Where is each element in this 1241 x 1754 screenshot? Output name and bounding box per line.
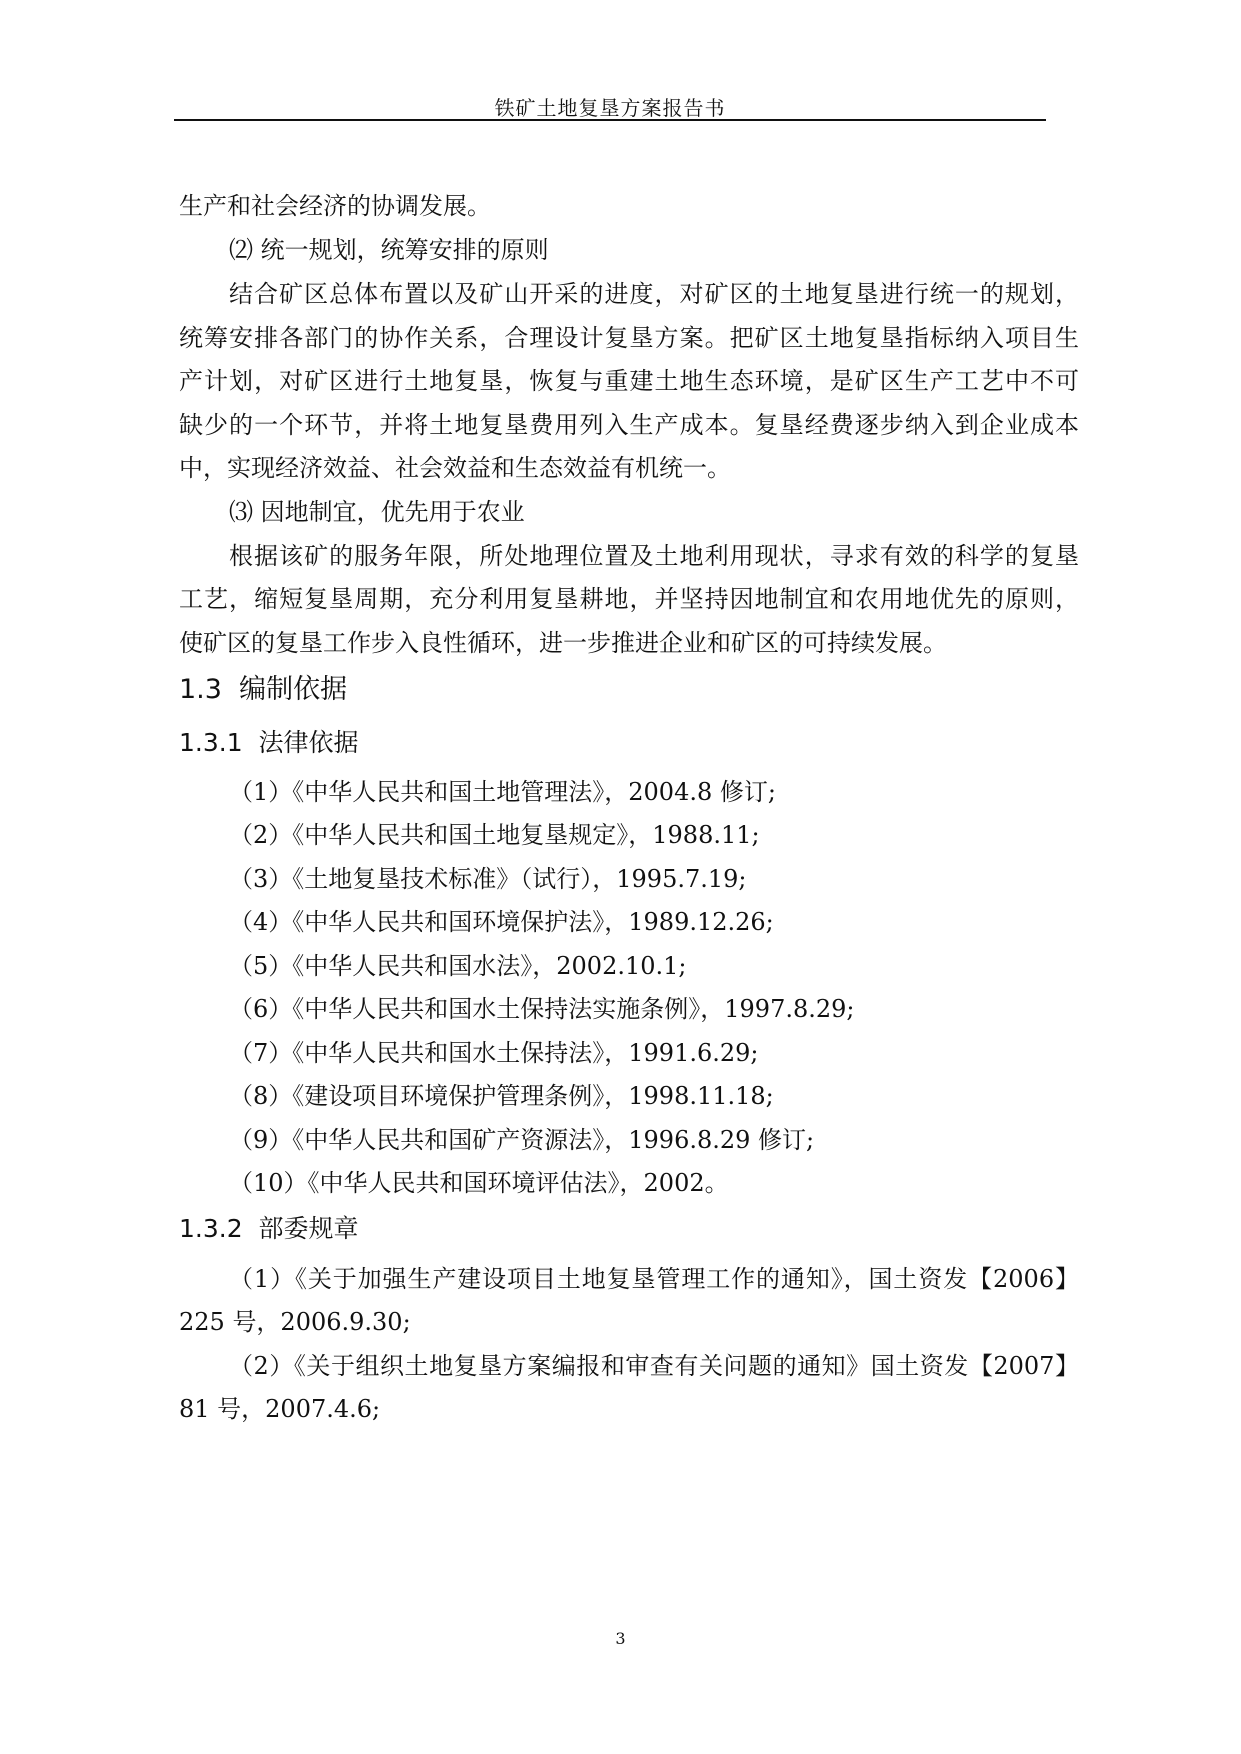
section-title: 部委规章 bbox=[258, 1214, 359, 1243]
body-line: ⑵ 统一规划，统筹安排的原则 bbox=[229, 236, 549, 264]
law-list-item: （4）《中华人民共和国环境保护法》，1989.12.26; bbox=[229, 908, 774, 936]
body-line: 缺少的一个环节，并将土地复垦费用列入生产成本。复垦经费逐步纳入到企业成本 bbox=[179, 411, 1079, 439]
law-list-item: （6）《中华人民共和国水土保持法实施条例》，1997.8.29; bbox=[229, 995, 855, 1023]
regulation-item-line: 81 号，2007.4.6; bbox=[179, 1395, 381, 1423]
law-list-item: （10）《中华人民共和国环境评估法》，2002。 bbox=[229, 1169, 729, 1197]
law-list-item: （2）《中华人民共和国土地复垦规定》，1988.11; bbox=[229, 821, 760, 849]
body-line: 统筹安排各部门的协作关系，合理设计复垦方案。把矿区土地复垦指标纳入项目生 bbox=[179, 324, 1079, 352]
body-line: 使矿区的复垦工作步入良性循环，进一步推进企业和矿区的可持续发展。 bbox=[179, 629, 947, 657]
law-list-item: （9）《中华人民共和国矿产资源法》，1996.8.29 修订; bbox=[229, 1126, 815, 1154]
section-heading-1-3-1 bbox=[179, 727, 359, 759]
section-number: 1.3 bbox=[179, 674, 222, 705]
law-list-item: （3）《土地复垦技术标准》（试行），1995.7.19; bbox=[229, 865, 747, 893]
law-list-item: （8）《建设项目环境保护管理条例》，1998.11.18; bbox=[229, 1082, 774, 1110]
section-heading-1-3 bbox=[179, 673, 347, 707]
page-number: 3 bbox=[615, 1629, 626, 1648]
body-line: 结合矿区总体布置以及矿山开采的进度，对矿区的土地复垦进行统一的规划， bbox=[229, 280, 1079, 308]
regulation-item-line: （1）《关于加强生产建设项目土地复垦管理工作的通知》，国土资发【2006】 bbox=[229, 1265, 1079, 1293]
page-header-title: 铁矿土地复垦方案报告书 bbox=[494, 96, 726, 120]
body-line: ⑶ 因地制宜，优先用于农业 bbox=[229, 498, 525, 526]
section-number: 1.3.1 bbox=[179, 728, 243, 757]
body-line: 工艺，缩短复垦周期，充分利用复垦耕地，并坚持因地制宜和农用地优先的原则， bbox=[179, 585, 1079, 613]
body-line: 中，实现经济效益、社会效益和生态效益有机统一。 bbox=[179, 454, 731, 482]
regulation-item-line: 225 号，2006.9.30; bbox=[179, 1308, 411, 1336]
law-list-item: （5）《中华人民共和国水法》，2002.10.1; bbox=[229, 952, 687, 980]
law-list-item: （1）《中华人民共和国土地管理法》，2004.8 修订; bbox=[229, 778, 776, 806]
section-number: 1.3.2 bbox=[179, 1214, 243, 1243]
body-line: 根据该矿的服务年限，所处地理位置及土地利用现状，寻求有效的科学的复垦 bbox=[229, 542, 1079, 570]
body-line: 生产和社会经济的协调发展。 bbox=[179, 192, 491, 220]
body-line: 产计划，对矿区进行土地复垦，恢复与重建土地生态环境，是矿区生产工艺中不可 bbox=[179, 367, 1079, 395]
regulation-item-line: （2）《关于组织土地复垦方案编报和审查有关问题的通知》国土资发【2007】 bbox=[229, 1352, 1079, 1380]
header-rule bbox=[174, 119, 1046, 121]
section-heading-1-3-2 bbox=[179, 1213, 359, 1245]
section-title: 编制依据 bbox=[239, 674, 348, 705]
section-title: 法律依据 bbox=[258, 728, 359, 757]
law-list-item: （7）《中华人民共和国水土保持法》，1991.6.29; bbox=[229, 1039, 759, 1067]
